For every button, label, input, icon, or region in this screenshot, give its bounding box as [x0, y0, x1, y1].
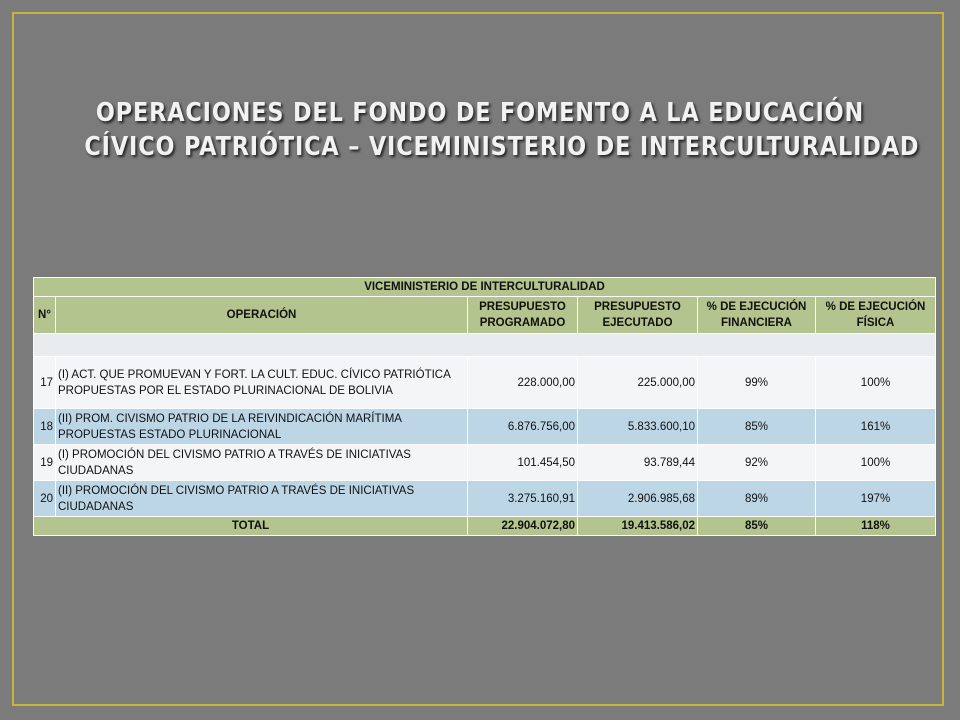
row-num: 18 [34, 409, 56, 445]
table-row [34, 445, 936, 481]
row-operation: (I) PROMOCIÓN DEL CIVISMO PATRIO A TRAVÉS DE INICIATIVAS CIUDADANAS [56, 445, 468, 481]
row-physical: 100% [816, 357, 936, 409]
table-row [34, 409, 936, 445]
row-programmed: 101.454,50 [468, 445, 578, 481]
header-num: N° [34, 297, 56, 334]
row-operation: (II) PROMOCIÓN DEL CIVISMO PATRIO A TRAVÉS DE INICIATIVAS CIUDADANAS [56, 481, 468, 517]
table-super-header: VICEMINISTERIO DE INTERCULTURALIDAD [34, 278, 936, 297]
row-financial: 92% [698, 445, 816, 481]
row-programmed: 3.275.160,91 [468, 481, 578, 517]
row-physical: 100% [816, 445, 936, 481]
row-programmed: 6.876.756,00 [468, 409, 578, 445]
total-financial: 85% [698, 517, 816, 536]
total-programmed: 22.904.072,80 [468, 517, 578, 536]
table-row [34, 357, 936, 409]
row-programmed: 228.000,00 [468, 357, 578, 409]
total-label: TOTAL [34, 517, 468, 536]
header-physical: % DE EJECUCIÓN FÍSICA [816, 297, 936, 334]
operations-table [33, 277, 935, 536]
header-executed: PRESUPUESTO EJECUTADO [578, 297, 698, 334]
row-executed: 93.789,44 [578, 445, 698, 481]
row-financial: 89% [698, 481, 816, 517]
row-financial: 85% [698, 409, 816, 445]
title-line-2: CÍVICO PATRIÓTICA – VICEMINISTERIO DE INTERCULTURALIDAD [84, 132, 920, 162]
row-executed: 2.906.985,68 [578, 481, 698, 517]
header-programmed: PRESUPUESTO PROGRAMADO [468, 297, 578, 334]
row-num: 19 [34, 445, 56, 481]
total-physical: 118% [816, 517, 936, 536]
row-operation: (II) PROM. CIVISMO PATRIO DE LA REIVINDICACIÓN MARÍTIMA PROPUESTAS ESTADO PLURINACIONAL [56, 409, 468, 445]
row-financial: 99% [698, 357, 816, 409]
row-executed: 5.833.600,10 [578, 409, 698, 445]
row-operation: (I) ACT. QUE PROMUEVAN Y FORT. LA CULT. EDUC. CÍVICO PATRIÓTICA PROPUESTAS POR EL ESTADO PLURINACIONAL DE BOLIVIA [56, 357, 468, 409]
total-executed: 19.413.586,02 [578, 517, 698, 536]
row-executed: 225.000,00 [578, 357, 698, 409]
spacer-cell [34, 334, 936, 357]
table-row [34, 481, 936, 517]
spacer-row [34, 334, 936, 357]
row-physical: 161% [816, 409, 936, 445]
row-physical: 197% [816, 481, 936, 517]
total-row [34, 517, 936, 536]
header-operation: OPERACIÓN [56, 297, 468, 334]
row-num: 17 [34, 357, 56, 409]
slide-title [84, 96, 920, 164]
header-financial: % DE EJECUCIÓN FINANCIERA [698, 297, 816, 334]
row-num: 20 [34, 481, 56, 517]
title-line-1: OPERACIONES DEL FONDO DE FOMENTO A LA EDUCACIÓN [95, 98, 865, 128]
